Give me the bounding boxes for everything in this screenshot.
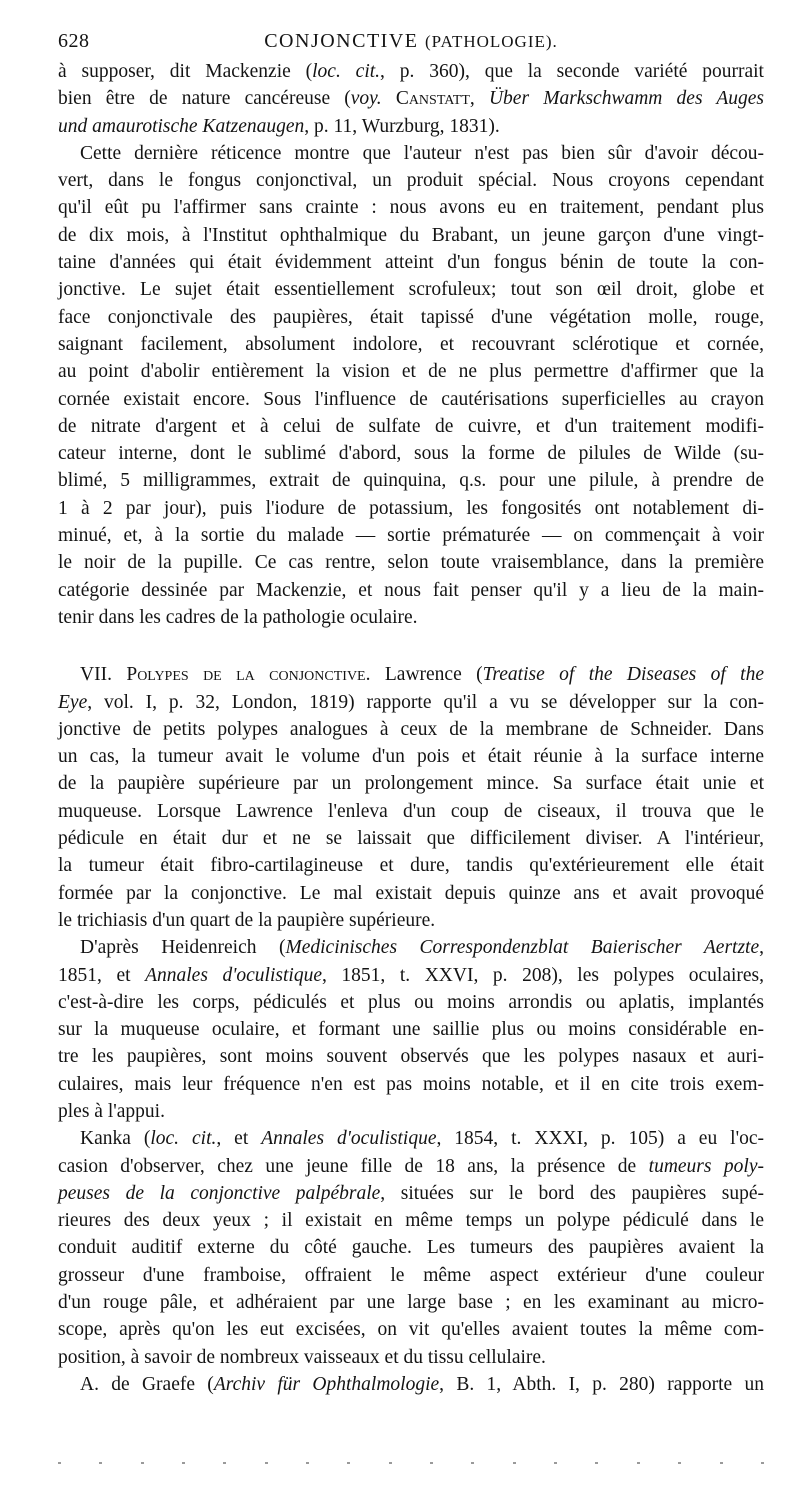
- section-heading-line: VII. Polypes de la conjonctive. Lawrence (Treatise of the Diseases of the: [80, 664, 765, 686]
- running-title: [58, 30, 764, 53]
- text-line: à supposer, dit Mackenzie (loc. cit., p. 360), que la seconde variété pourrait: [58, 61, 764, 82]
- page-number: 628: [58, 30, 90, 52]
- text-line: culaires, mais leur fréquence n'en est pas moins notable, et il en cite trois exem-: [58, 1073, 764, 1095]
- text-line: muqueuse. Lorsque Lawrence l'enleva d'un coup de ciseaux, il trouva que le: [58, 800, 764, 822]
- text-line: A. de Graefe (Archiv für Ophthalmologie, B. 1, Abth. I, p. 280) rapporte un: [80, 1373, 764, 1395]
- text-line: vert, dans le fongus conjonctival, un produit spécial. Nous croyons cependant: [58, 170, 764, 192]
- scan-noise-dots: [58, 1462, 764, 1468]
- text-line: taine d'années qui était évidemment atteint d'un fongus bénin de toute la con-: [58, 252, 764, 274]
- text-line: de nitrate d'argent et à celui de sulfate de cuivre, et d'un traitement modifi-: [58, 415, 764, 437]
- paragraph-fongus-case: [58, 140, 764, 631]
- text-line: und amaurotische Katzenaugen, p. 11, Wurzburg, 1831).: [58, 115, 500, 137]
- text-line: Cette dernière réticence montre que l'auteur n'est pas bien sûr d'avoir décou-: [80, 142, 764, 164]
- text-line: ples à l'appui.: [58, 1100, 165, 1122]
- text-line: c'est-à-dire les corps, pédiculés et plus ou moins arrondis ou aplatis, implantés: [58, 991, 764, 1013]
- text-line: blimé, 5 milligrammes, extrait de quinquina, q.s. pour une pilule, à prendre de: [58, 470, 764, 492]
- text-line: cateur interne, dont le sublimé d'abord, sous la forme de pilules de Wilde (su-: [58, 443, 764, 465]
- paragraph-heidenreich: [58, 934, 764, 1125]
- text-line: position, à savoir de nombreux vaisseaux et du tissu cellulaire.: [58, 1346, 546, 1368]
- text-line: catégorie dessinée par Mackenzie, et nous fait penser qu'il y a lieu de la main-: [58, 579, 764, 601]
- text-line: 1 à 2 par jour), puis l'iodure de potassium, les fongosités ont notablement di-: [58, 497, 764, 519]
- text-line: tre les paupières, sont moins souvent observés que les polypes nasaux et auri-: [58, 1046, 764, 1068]
- text-line: formée par la conjonctive. Le mal existait depuis quinze ans et avait provoqué: [58, 882, 764, 904]
- text-line: qu'il eût pu l'affirmer sans crainte : nous avons eu en traitement, pendant plus: [58, 197, 764, 219]
- text-line: au point d'abolir entièrement la vision et de ne plus permettre d'affirmer que la: [58, 361, 764, 383]
- book-page: [58, 26, 764, 1398]
- text-line: casion d'observer, chez une jeune fille de 18 ans, la présence de tumeurs poly-: [58, 1155, 765, 1177]
- text-line: de dix mois, à l'Institut ophthalmique du Brabant, un jeune garçon d'une vingt-: [58, 224, 764, 246]
- text-line: scope, après qu'on les eut excisées, on vit qu'elles avaient toutes la même com-: [58, 1319, 764, 1341]
- section-gap: [58, 631, 764, 661]
- paragraph-graefe: [58, 1371, 764, 1398]
- section-numeral: VII.: [80, 664, 112, 686]
- text-line: D'après Heidenreich (Medicinisches Correspondenzblat Baierischer Aertzte,: [80, 937, 764, 959]
- text-line: tenir dans les cadres de la pathologie oculaire.: [58, 606, 418, 628]
- running-header: [58, 26, 764, 58]
- text-line: le noir de la pupille. Ce cas rentre, selon toute vraisemblance, dans la première: [58, 552, 764, 574]
- section-title: Polypes de la conjonctive.: [126, 664, 371, 686]
- section-polypes: [58, 661, 764, 934]
- text-line: jonctive. Le sujet était essentiellement scrofuleux; tout son œil droit, globe et: [58, 279, 764, 301]
- text-line: conduit auditif externe du côté gauche. Les tumeurs des paupières avaient la: [58, 1237, 764, 1259]
- paragraph-kanka: [58, 1125, 764, 1371]
- text-line: peuses de la conjonctive palpébrale, situées sur le bord des paupières supé-: [58, 1182, 764, 1204]
- text-line: d'un rouge pâle, et adhéraient par une large base ; en les examinant au micro-: [58, 1292, 764, 1314]
- text-line: sur la muqueuse oculaire, et formant une saillie plus ou moins considérable en-: [58, 1019, 764, 1041]
- running-title-main: CONJONCTIVE: [264, 30, 419, 52]
- text-line: un cas, la tumeur avait le volume d'un pois et était réunie à la surface interne: [58, 746, 764, 768]
- text-line: grosseur d'une framboise, offraient le même aspect extérieur d'une couleur: [58, 1264, 764, 1286]
- text-line: minué, et, à la sortie du malade — sortie prématurée — on commençait à voir: [58, 525, 764, 547]
- text-line: Eye, vol. I, p. 32, London, 1819) rapporte qu'il a vu se développer sur la con-: [58, 691, 764, 713]
- text-line: saignant facilement, absolument indolore, et recouvrant sclérotique et cornée,: [58, 333, 764, 355]
- paragraph-mackenzie-quote: [58, 58, 764, 140]
- text-line: jonctive de petits polypes analogues à ceux de la membrane de Schneider. Dans: [58, 718, 764, 740]
- running-title-sub: (PATHOLOGIE).: [425, 32, 558, 51]
- text-line: Kanka (loc. cit., et Annales d'oculistique, 1854, t. XXXI, p. 105) a eu l'oc-: [80, 1128, 764, 1150]
- text-line: face conjonctivale des paupières, était tapissé d'une végétation molle, rouge,: [58, 306, 764, 328]
- text-line: de la paupière supérieure par un prolongement mince. Sa surface était unie et: [58, 773, 764, 795]
- text-line: 1851, et Annales d'oculistique, 1851, t. XXVI, p. 208), les polypes oculaires,: [58, 964, 765, 986]
- text-line: le trichiasis d'un quart de la paupière supérieure.: [58, 909, 436, 931]
- text-line: rieures des deux yeux ; il existait en même temps un polype pédiculé dans le: [58, 1210, 764, 1232]
- text-line: pédicule en était dur et ne se laissait que difficilement diviser. A l'intérieur,: [58, 828, 764, 850]
- text-line: bien être de nature cancéreuse (voy. Canstatt, Über Markschwamm des Auges: [58, 88, 764, 110]
- text-line: la tumeur était fibro-cartilagineuse et dure, tandis qu'extérieurement elle était: [58, 855, 764, 877]
- text-line: cornée existait encore. Sous l'influence de cautérisations superficielles au crayon: [58, 388, 764, 410]
